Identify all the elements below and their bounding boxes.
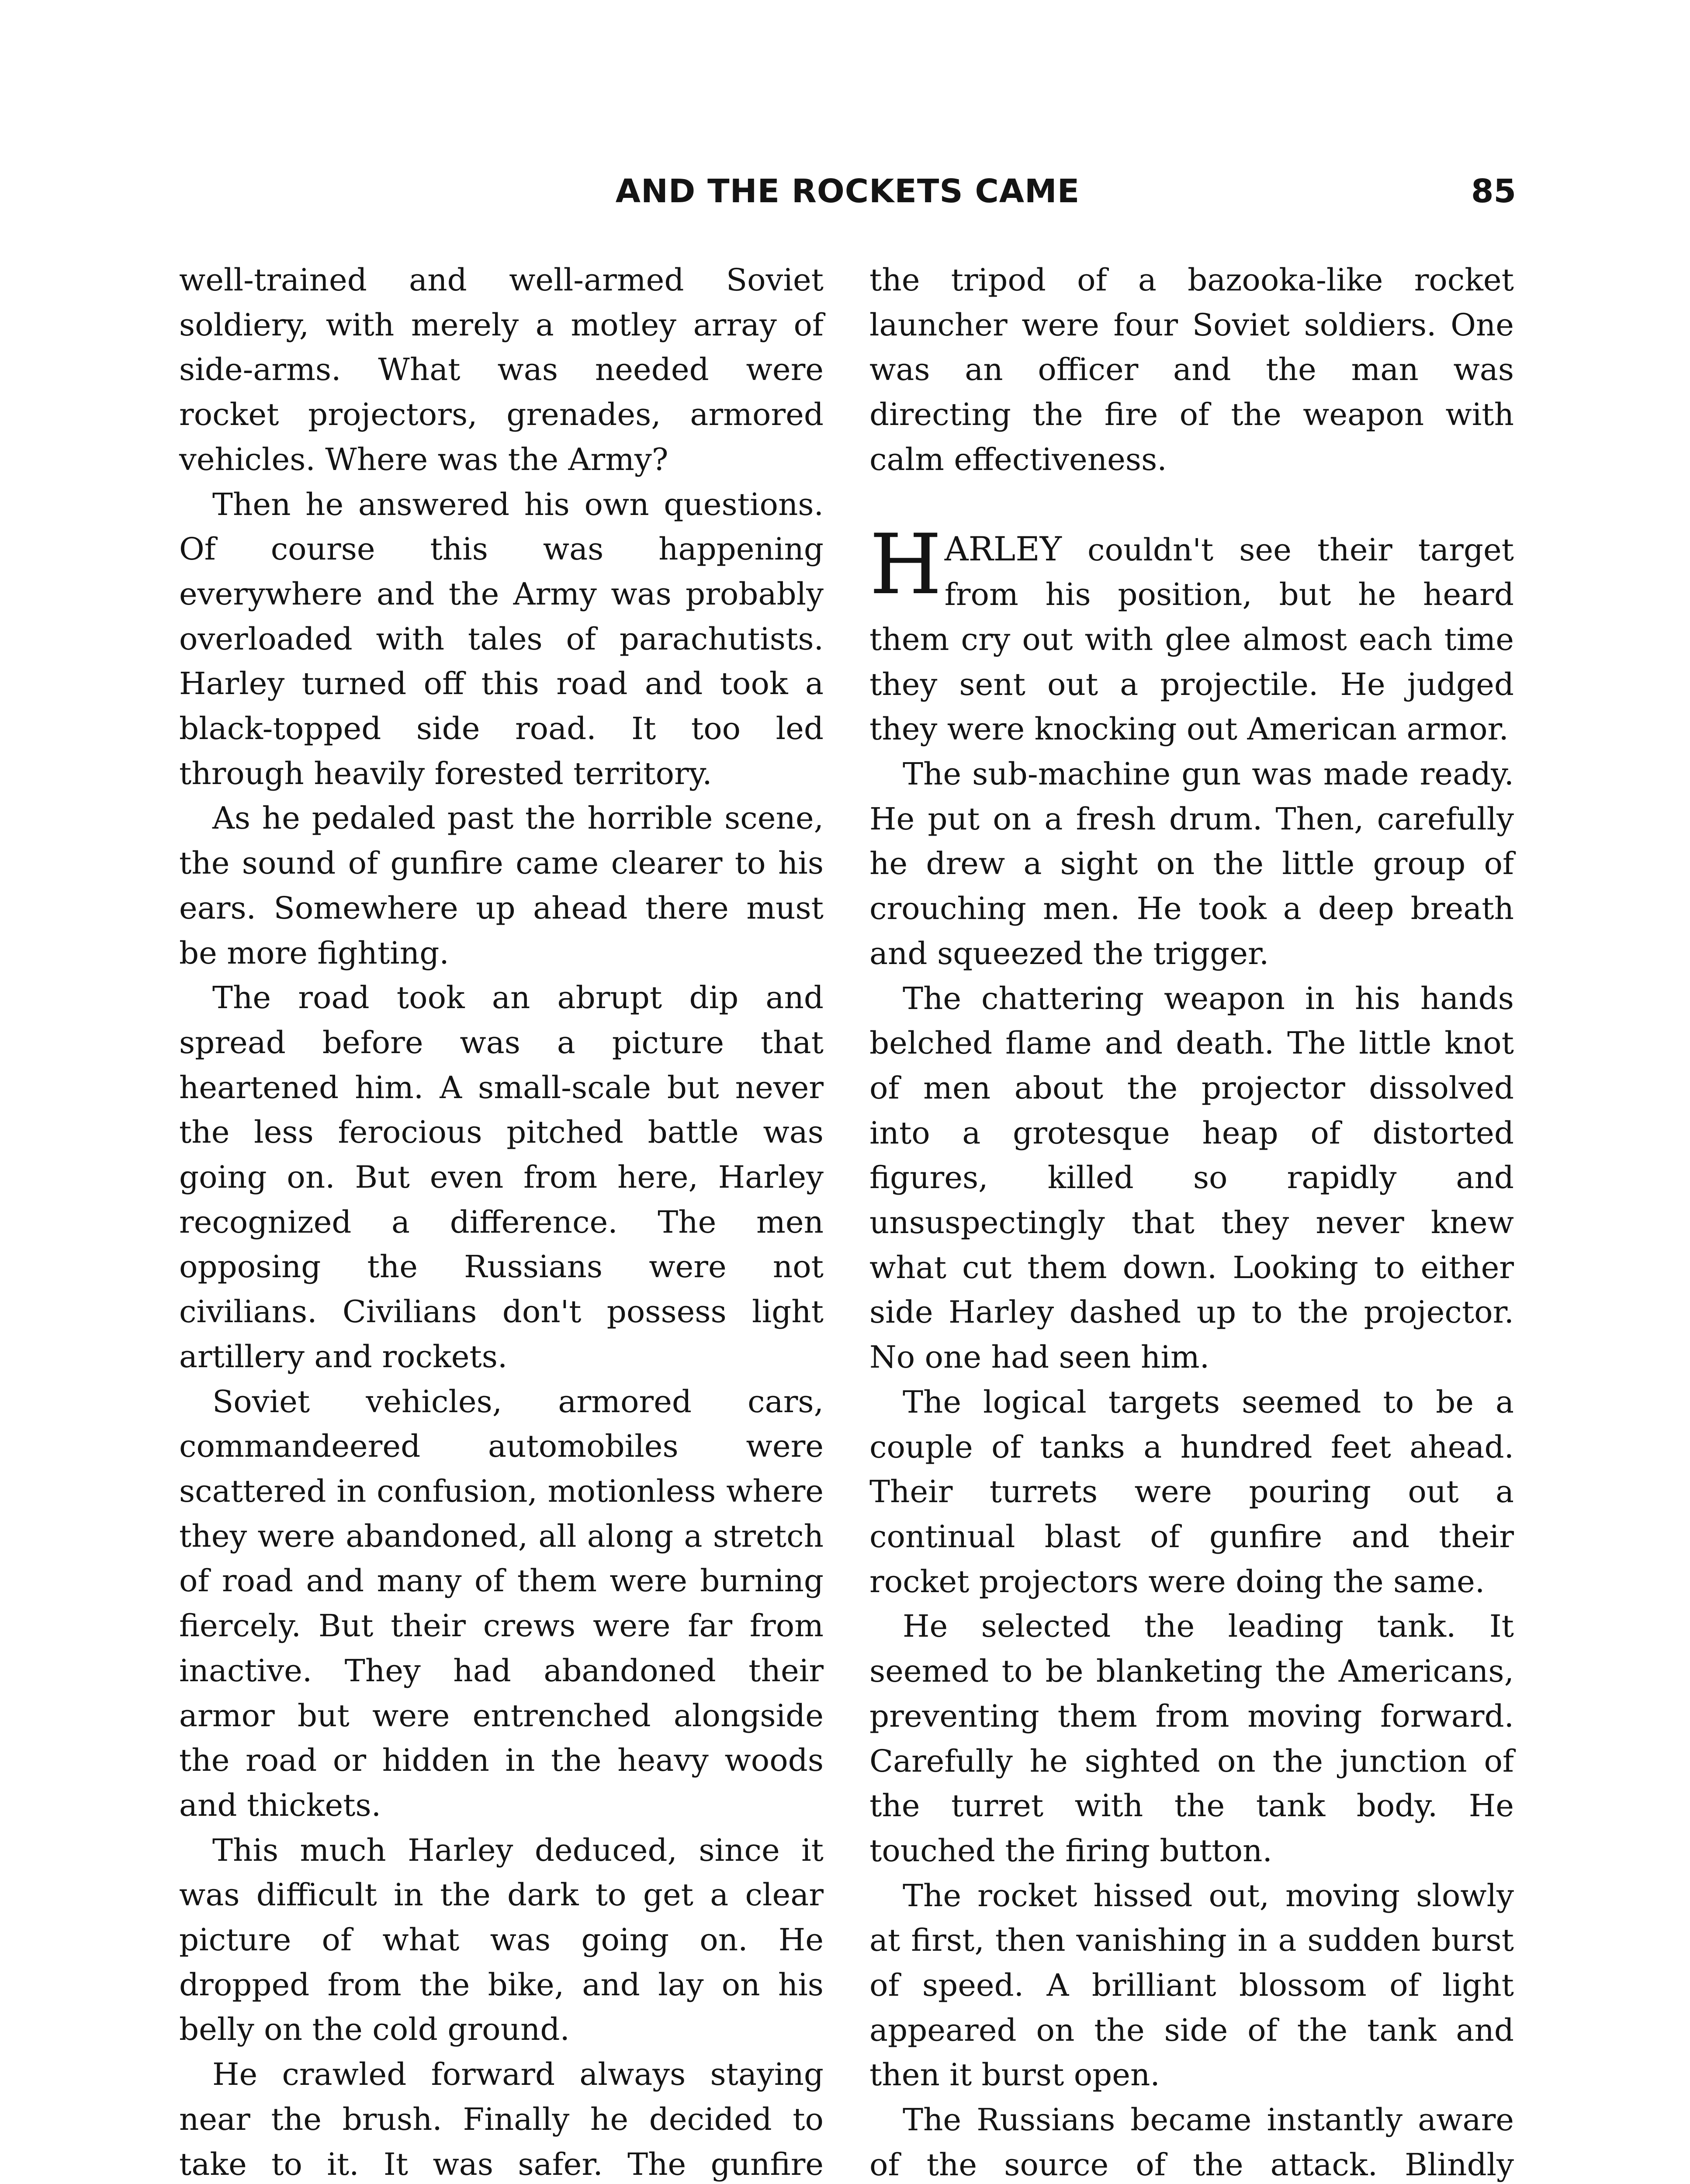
section-break	[869, 482, 1514, 527]
paragraph: As he pedaled past the horrible scene, the sound of gunfire came clearer to his ears. Somewhere up ahead there must be more fighting.	[179, 800, 824, 971]
right-column	[869, 258, 1514, 2184]
paragraph: The Russians became instantly aware of the source of the attack. Blindly	[869, 2102, 1514, 2183]
paragraph: He crawled forward always staying near the brush. Finally he decided to take to it. It was safer. The gunfire	[179, 2056, 824, 2182]
drop-cap: H	[869, 516, 942, 613]
paragraph: The road took an abrupt dip and spread before was a picture that heartened him. A small-scale but never the less ferocious pitched battle was going on. But even from here, Harley recognized a difference. The men opposing the Russians were not civilians. Civilians don't possess light artillery and rockets.	[179, 980, 824, 1375]
page-header	[179, 173, 1516, 221]
paragraph: The chattering weapon in his hands belched flame and death. The little knot of men about the projector dissolved into a grotesque heap of distorted figures, killed so rapidly and unsuspectingly that they never knew what cut them down. Looking to either side Harley dashed up to the projector. No one had seen him.	[869, 980, 1514, 1375]
paragraph: He selected the leading tank. It seemed to be blanketing the Americans, preventing them from moving forward. Carefully he sighted on the junction of the turret with the tank body. He touched the firing button.	[869, 1608, 1514, 1869]
paragraph: Then he answered his own questions. Of course this was happening everywhere and the Army was probably overloaded with tales of parachutists. Harley turned off this road and took a black-topped side road. It too led through heavily forested territory.	[179, 486, 824, 791]
paragraph: Soviet vehicles, armored cars, commandeered automobiles were scattered in confusion, motionless where they were abandoned, all along a stretch of road and many of them were burning fiercely. But their crews were far from inactive. They had abandoned their armor but were entrenched alongside the road or hidden in the heavy woods and thickets.	[179, 1383, 824, 1823]
paragraph: The rocket hissed out, moving slowly at first, then vanishing in a sudden burst of speed. A brilliant blossom of light appeared on the side of the tank and then it burst open.	[869, 1877, 1514, 2093]
paragraph: well-trained and well-armed Soviet soldiery, with merely a motley array of side-arms. What was needed were rocket projectors, grenades, armored vehicles. Where was the Army?	[179, 262, 824, 477]
paragraph: This much Harley deduced, since it was difficult in the dark to get a clear picture of what was going on. He dropped from the bike, and lay on his belly on the cold ground.	[179, 1832, 824, 2048]
paragraph: The sub-machine gun was made ready. He put on a fresh drum. Then, carefully he drew a sight on the little group of crouching men. He took a deep breath and squeezed the trigger.	[869, 756, 1514, 971]
left-column	[179, 258, 824, 2184]
paragraph: the tripod of a bazooka-like rocket launcher were four Soviet soldiers. One was an officer and the man was directing the fire of the weapon with calm effectiveness.	[869, 262, 1514, 477]
drop-cap-paragraph	[869, 516, 1514, 752]
page-number: 85	[1471, 173, 1516, 210]
paragraph: The logical targets seemed to be a couple of tanks a hundred feet ahead. Their turrets were pouring out a continual blast of gunfire and their rocket projectors were doing the same.	[869, 1384, 1514, 1600]
drop-cap-word: ARLEY	[944, 529, 1062, 568]
drop-cap-text: couldn't see their target from his position, but he heard them cry out with glee almost each time they sent out a projectile. He judged they were knocking out American armor.	[869, 532, 1514, 747]
running-head: AND THE ROCKETS CAME	[615, 173, 1080, 210]
